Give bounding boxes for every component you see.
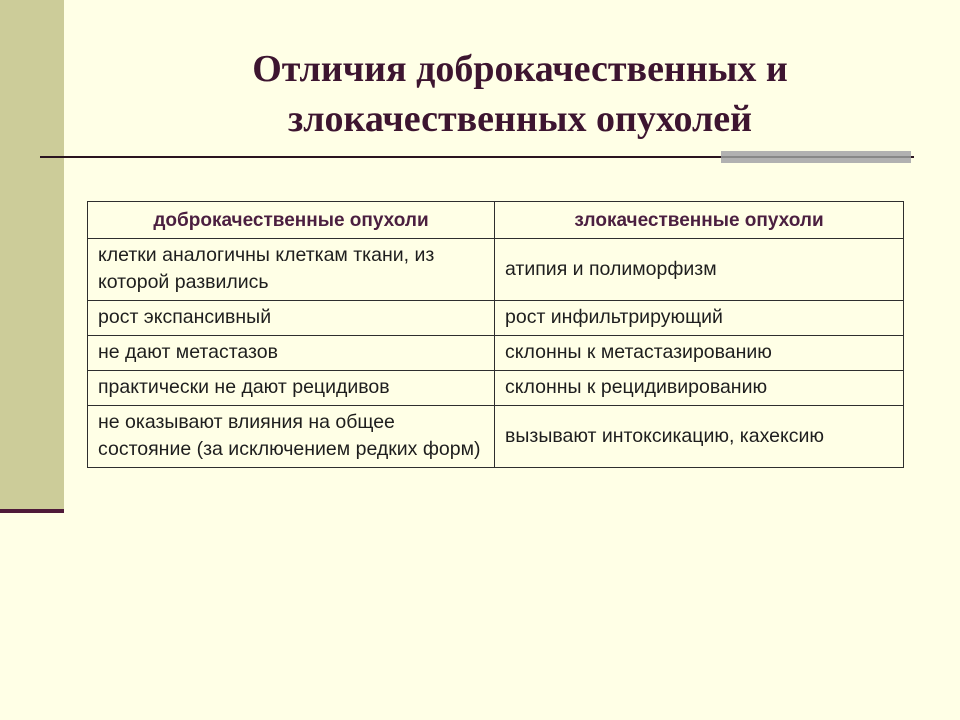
cell-benign: не оказывают влияния на общее состояние (за исключением редких форм) xyxy=(88,406,495,468)
table-row xyxy=(88,239,904,301)
table-row xyxy=(88,336,904,371)
cell-benign: рост экспансивный xyxy=(88,301,495,336)
side-decoration-line xyxy=(0,509,64,513)
side-decoration-band xyxy=(0,0,64,512)
cell-benign: не дают метастазов xyxy=(88,336,495,371)
table-row xyxy=(88,301,904,336)
table-row xyxy=(88,406,904,468)
header-benign: доброкачественные опухоли xyxy=(88,202,495,239)
cell-malignant: склонны к метастазированию xyxy=(495,336,904,371)
cell-benign: практически не дают рецидивов xyxy=(88,371,495,406)
cell-malignant: вызывают интоксикацию, кахексию xyxy=(495,406,904,468)
cell-benign: клетки аналогичны клеткам ткани, из которой развились xyxy=(88,239,495,301)
cell-malignant: атипия и полиморфизм xyxy=(495,239,904,301)
header-malignant: злокачественные опухоли xyxy=(495,202,904,239)
cell-malignant: рост инфильтрирующий xyxy=(495,301,904,336)
slide-title: Отличия доброкачественных и злокачественных опухолей xyxy=(252,48,788,140)
cell-malignant: склонны к рецидивированию xyxy=(495,371,904,406)
comparison-table xyxy=(87,201,904,468)
table-row xyxy=(88,371,904,406)
table-header-row xyxy=(88,202,904,239)
title-accent-bar xyxy=(721,151,911,163)
